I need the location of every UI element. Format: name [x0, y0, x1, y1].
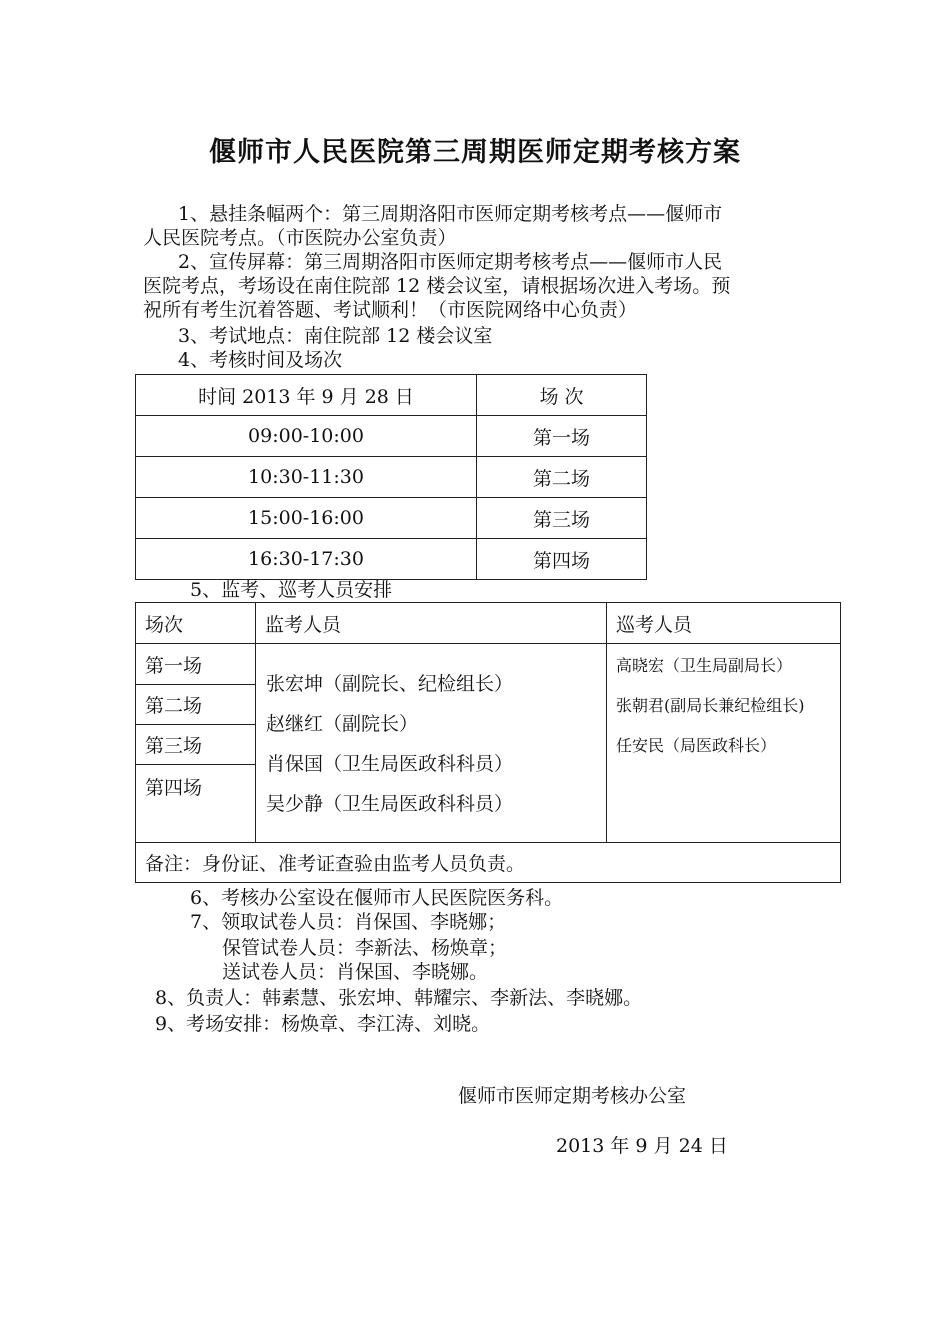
proctor-name: 赵继红（副院长）: [266, 713, 419, 735]
inspector-name: 任安民（局医政科长）: [616, 736, 777, 755]
item-1-line-2: 人民医院考点。（市医院办公室负责）: [143, 227, 457, 249]
staff-header-inspectors: 巡考人员: [607, 603, 841, 644]
item-7-line-1: 7、领取试卷人员：肖保国、李晓娜；: [190, 911, 507, 933]
staff-session: 第三场: [136, 725, 256, 765]
proctor-name: 张宏坤（副院长、纪检组长）: [266, 673, 514, 695]
staff-note-row: [136, 843, 841, 883]
schedule-session: 第三场: [477, 498, 647, 539]
schedule-session: 第一场: [477, 416, 647, 457]
staff-session: 第四场: [136, 765, 256, 843]
staff-row: [136, 644, 841, 685]
staff-session: 第二场: [136, 685, 256, 725]
staff-session: 第一场: [136, 644, 256, 685]
staff-table: [135, 602, 841, 883]
item-4: 4、考核时间及场次: [178, 349, 343, 371]
item-2-line-2: 医院考点，考场设在南住院部 12 楼会议室，请根据场次进入考场。预: [143, 275, 731, 297]
schedule-time: 09:00-10:00: [136, 416, 477, 457]
item-2-line-1: 2、宣传屏幕：第三周期洛阳市医师定期考核考点——偃师市人民: [178, 251, 723, 273]
proctor-cell: [256, 644, 607, 843]
proctor-name: 吴少静（卫生局医政科科员）: [266, 793, 514, 815]
schedule-time: 16:30-17:30: [136, 539, 477, 580]
proctor-name: 肖保国（卫生局医政科科员）: [266, 753, 514, 775]
document-title: 偃师市人民医院第三周期医师定期考核方案: [209, 137, 741, 168]
item-7-line-2: 保管试卷人员：李新法、杨焕章；: [222, 937, 508, 959]
signature-office: 偃师市医师定期考核办公室: [458, 1085, 687, 1107]
schedule-time: 15:00-16:00: [136, 498, 477, 539]
item-9: 9、考场安排：杨焕章、李江涛、刘晓。: [155, 1013, 491, 1035]
schedule-row: [136, 416, 647, 457]
schedule-row: [136, 498, 647, 539]
item-2-line-3: 祝所有考生沉着答题、考试顺利！（市医院网络中心负责）: [143, 299, 638, 321]
schedule-row: [136, 539, 647, 580]
inspector-name: 高晓宏（卫生局副局长）: [616, 656, 793, 675]
schedule-header-session: 场 次: [477, 375, 647, 416]
schedule-header-row: [136, 375, 647, 416]
item-1-line-1: 1、悬挂条幅两个：第三周期洛阳市医师定期考核考点——偃师市: [178, 203, 723, 225]
staff-header-row: [136, 603, 841, 644]
schedule-session: 第四场: [477, 539, 647, 580]
schedule-time: 10:30-11:30: [136, 457, 477, 498]
item-7-line-3: 送试卷人员：肖保国、李晓娜。: [222, 961, 489, 983]
item-3: 3、考试地点：南住院部 12 楼会议室: [178, 325, 493, 347]
signature-date: 2013 年 9 月 24 日: [556, 1135, 728, 1157]
schedule-row: [136, 457, 647, 498]
staff-note: 备注：身份证、准考证查验由监考人员负责。: [136, 843, 841, 883]
schedule-session: 第二场: [477, 457, 647, 498]
inspector-name: 张朝君(副局长兼纪检组长): [616, 696, 805, 715]
inspector-cell: [607, 644, 841, 843]
schedule-header-time: 时间 2013 年 9 月 28 日: [136, 375, 477, 416]
schedule-table: [135, 374, 647, 580]
staff-header-proctors: 监考人员: [256, 603, 607, 644]
staff-header-session: 场次: [136, 603, 256, 644]
item-8: 8、负责人：韩素慧、张宏坤、韩耀宗、李新法、李晓娜。: [155, 987, 643, 1009]
item-5: 5、监考、巡考人员安排: [190, 579, 393, 601]
item-6: 6、考核办公室设在偃师市人民医院医务科。: [190, 887, 564, 909]
